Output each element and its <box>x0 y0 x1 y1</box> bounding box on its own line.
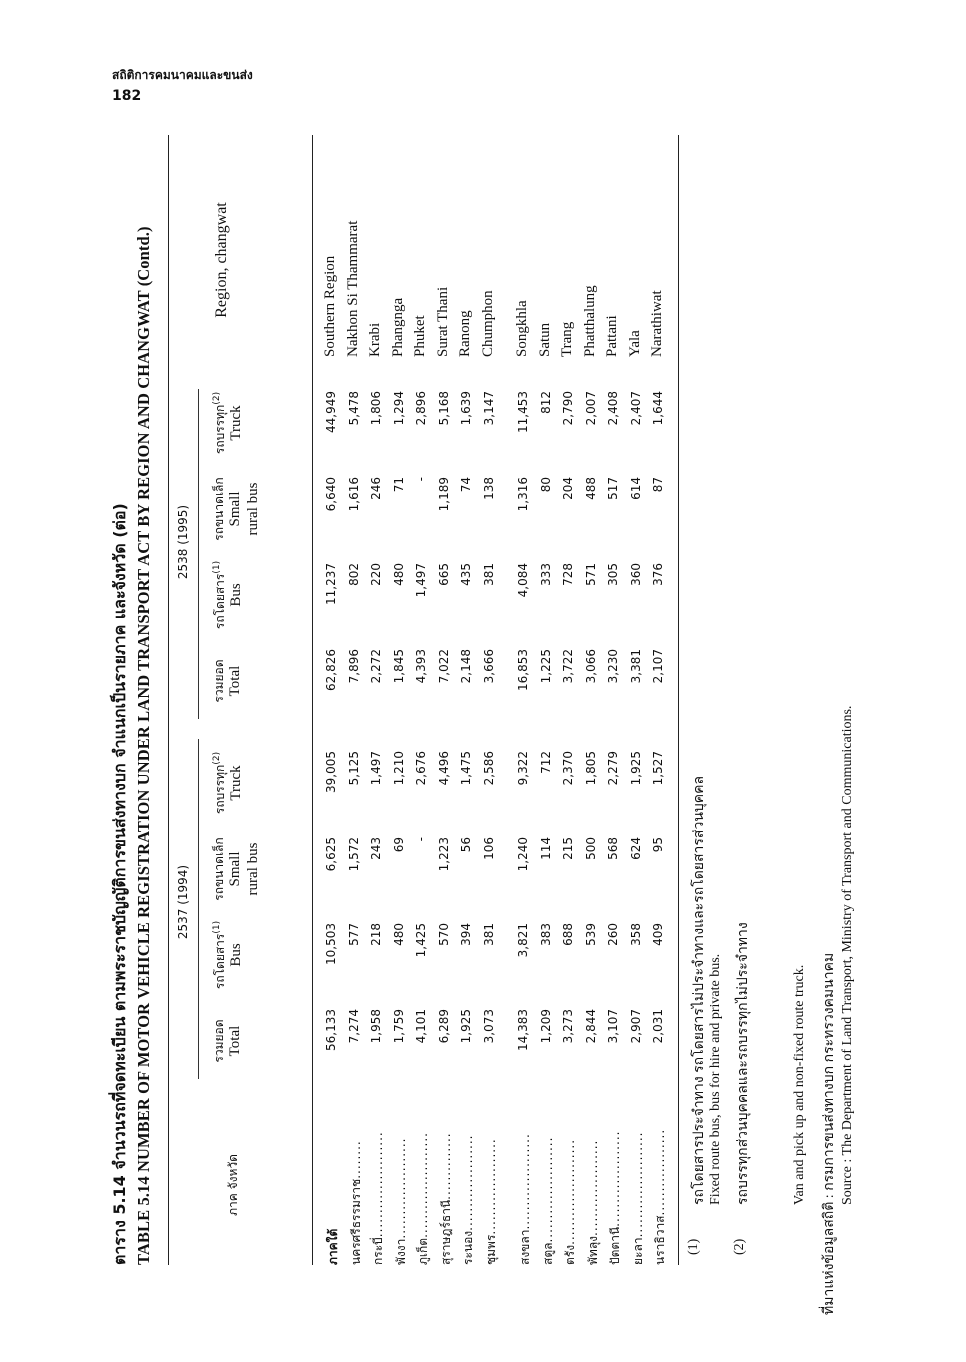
column-header-total-1995: รวมยอด Total <box>212 659 244 703</box>
table-cell: 1,497 <box>414 563 428 598</box>
row-label-thai: ระนอง.................... <box>461 1134 475 1265</box>
table-cell: 3,230 <box>606 649 620 684</box>
table-cell: 2,272 <box>369 649 383 684</box>
note-1-english: Fixed route bus, bus for hire and private bus. <box>708 953 723 1205</box>
table-cell: 2,031 <box>651 1009 665 1044</box>
year-group-1995: 2538 (1995) <box>176 504 190 580</box>
table-cell: 6,289 <box>436 1009 451 1044</box>
table-cell: 480 <box>391 563 406 586</box>
row-label-thai: สุราษฎร์ธานี.............. <box>438 1132 453 1265</box>
row-label-thai: ชุมพร.................... <box>483 1138 498 1265</box>
row-label-english: Southern Region <box>322 255 338 357</box>
table-cell: 1,223 <box>436 837 451 872</box>
row-label-thai: ภาคใต้ <box>326 1228 340 1265</box>
table-cell: 1,806 <box>369 391 383 426</box>
table-cell: 2,407 <box>628 391 643 426</box>
table-cell: 87 <box>651 477 665 493</box>
table-cell: 220 <box>369 563 383 586</box>
table-cell: 3,722 <box>561 649 575 684</box>
table-cell: 1,210 <box>391 751 406 786</box>
table-cell: 5,125 <box>346 751 361 786</box>
table-cell: 539 <box>583 923 598 946</box>
row-label-english: Narathiwat <box>649 290 665 357</box>
table-cell: 488 <box>583 477 598 500</box>
table-cell: 204 <box>561 477 575 500</box>
table-cell: 1,475 <box>459 751 473 786</box>
table-cell: 2,107 <box>651 649 665 684</box>
table-cell: 80 <box>538 477 553 493</box>
note-1-marker: (1) <box>686 1238 701 1255</box>
table-cell: 568 <box>606 837 620 860</box>
note-2-marker: (2) <box>732 1238 747 1255</box>
table-cell: 2,586 <box>481 751 496 786</box>
note-1-thai: รถโดยสารประจำทาง รถโดยสารไม่ประจำทางและรถโดยสารส่วนบุคคล <box>692 775 707 1205</box>
table-cell: 500 <box>583 837 598 860</box>
table-cell: 4,101 <box>414 1009 428 1044</box>
table-cell: 1,209 <box>538 1009 553 1044</box>
column-header-bus-1994: รถโดยสาร$^{(1)}$ Bus <box>212 920 245 990</box>
row-label-thai: ตรัง...................... <box>563 1138 577 1265</box>
table-cell: 95 <box>651 837 665 853</box>
page-number: 182 <box>112 88 142 104</box>
table-cell: 5,168 <box>436 391 451 426</box>
table-cell: 1,316 <box>516 477 530 512</box>
column-header-bus-1995: รถโดยสาร$^{(1)}$ Bus <box>212 560 245 630</box>
region-header-thai: ภาค จังหวัด <box>226 1154 240 1216</box>
table-cell: 56,133 <box>324 1009 338 1051</box>
header-rule <box>312 135 313 1265</box>
table-cell: 1,616 <box>346 477 361 512</box>
table-cell: 383 <box>538 923 553 946</box>
table-cell: 10,503 <box>324 923 338 965</box>
table-cell: 2,148 <box>459 649 473 684</box>
book-title: สถิติการคมนาคมและขนส่ง <box>112 68 253 82</box>
table-cell: 5,478 <box>346 391 361 426</box>
table-cell: 215 <box>561 837 575 860</box>
table-cell: 517 <box>606 477 620 500</box>
table-cell: 9,322 <box>516 751 530 786</box>
table-cell: 2,279 <box>606 751 620 786</box>
table-cell: 4,084 <box>516 563 530 598</box>
table-cell: 1,425 <box>414 923 428 958</box>
region-header-english: Region, changwat <box>213 202 230 318</box>
row-label-thai: ปัตตานี.................... <box>608 1130 622 1265</box>
table-cell: 665 <box>436 563 451 586</box>
table-cell: 305 <box>606 563 620 586</box>
column-header-truck-1994: รถบรรทุก$^{(2)}$ Truck <box>212 751 245 815</box>
table-cell: 435 <box>459 563 473 586</box>
year-group-1994-line <box>198 739 199 1079</box>
table-title-thai: ตาราง 5.14 จำนวนรถที่จดทะเบียน ตามพระราชบัญญัติการขนส่งทางบก จำแนกเป็นรายภาค และจังหวัด (ต่อ) <box>110 503 129 1265</box>
table-cell: 2,790 <box>561 391 575 426</box>
row-label-english: Ranong <box>457 310 473 357</box>
table-cell: 7,274 <box>346 1009 361 1044</box>
table-cell: 3,273 <box>561 1009 575 1044</box>
table-cell: 2,896 <box>414 391 428 426</box>
table-cell: 14,383 <box>516 1009 530 1051</box>
table-cell: 1,845 <box>391 649 406 684</box>
table-cell: 1,925 <box>628 751 643 786</box>
table-cell: 712 <box>538 751 553 774</box>
table-cell: 1,572 <box>346 837 361 872</box>
column-header-total-1994: รวมยอด Total <box>212 1019 244 1063</box>
table-cell: 4,496 <box>436 751 451 786</box>
year-group-1995-line <box>198 389 199 719</box>
table-cell: 1,294 <box>391 391 406 426</box>
table-cell: 260 <box>606 923 620 946</box>
rotated-notes-strip <box>752 125 952 1315</box>
table-cell: 409 <box>651 923 665 946</box>
table-cell: 1,925 <box>459 1009 473 1044</box>
table-cell: 2,007 <box>583 391 598 426</box>
table-cell: 69 <box>391 837 406 853</box>
row-label-english: Phatthalung <box>581 285 598 357</box>
row-label-english: Songkhla <box>514 300 530 357</box>
row-label-english: Yala <box>626 330 643 357</box>
row-label-thai: พังงา..................... <box>393 1137 408 1265</box>
table-cell: 1,189 <box>436 477 451 512</box>
source-english: Source : The Department of Land Transport, Ministry of Transport and Communications. <box>840 705 855 1205</box>
rotated-table-sheet <box>108 125 751 1265</box>
table-cell: 381 <box>481 563 496 586</box>
table-cell: 7,022 <box>436 649 451 684</box>
table-cell: 1,240 <box>516 837 530 872</box>
row-label-english: Pattani <box>604 315 620 357</box>
table-cell: 614 <box>628 477 643 500</box>
row-label-english: Nakhon Si Thammarat <box>344 220 361 357</box>
table-cell: 3,666 <box>481 649 496 684</box>
row-label-thai: ภูเก็ต...................... <box>416 1132 430 1265</box>
bottom-rule <box>678 135 679 1265</box>
table-cell: 39,005 <box>324 751 338 793</box>
table-cell: 571 <box>583 563 598 586</box>
row-label-thai: ยะลา...................... <box>630 1131 645 1265</box>
table-cell: 1,225 <box>538 649 553 684</box>
row-label-english: Surat Thani <box>434 286 451 357</box>
table-cell: 62,826 <box>324 649 338 691</box>
table-cell: 480 <box>391 923 406 946</box>
table-cell: 106 <box>481 837 496 860</box>
row-label-thai: พัทลุง.................... <box>585 1139 600 1265</box>
table-cell: 2,844 <box>583 1009 598 1044</box>
table-cell: 360 <box>628 563 643 586</box>
row-label-thai: สตูล...................... <box>540 1136 555 1265</box>
table-cell: 802 <box>346 563 361 586</box>
row-label-english: Krabi <box>367 322 383 357</box>
source-thai: ที่มาแห่งข้อมูลสถิติ : กรมการขนส่งทางบก กระทรวงคมนาคม <box>822 952 837 1315</box>
table-cell: 1,639 <box>459 391 473 426</box>
table-cell: 3,821 <box>516 923 530 958</box>
table-cell: 1,644 <box>651 391 665 426</box>
row-label-english: Phuket <box>412 315 428 357</box>
table-cell: 1,527 <box>651 751 665 786</box>
column-header-small-1995: รถขนาดเล็ก Small rural bus <box>212 477 262 541</box>
table-cell: 243 <box>369 837 383 860</box>
table-cell: 2,676 <box>414 751 428 786</box>
table-cell: 728 <box>561 563 575 586</box>
table-cell: 3,381 <box>628 649 643 684</box>
table-cell: 74 <box>459 477 473 493</box>
row-label-english: Trang <box>559 321 575 357</box>
year-group-1994: 2537 (1994) <box>176 864 190 940</box>
table-cell: 16,853 <box>516 649 530 691</box>
table-cell: 4,393 <box>414 649 428 684</box>
table-cell: 3,107 <box>606 1009 620 1044</box>
table-cell: 1,759 <box>391 1009 406 1044</box>
table-cell: 6,640 <box>324 477 338 512</box>
row-label-thai: สงขลา.................... <box>518 1133 532 1265</box>
row-label-english: Satun <box>536 322 553 357</box>
table-cell: 6,625 <box>324 837 338 872</box>
table-cell: 1,497 <box>369 751 383 786</box>
note-2-thai: รถบรรทุกส่วนบุคคลและรถบรรทุกไม่ประจำทาง <box>736 922 751 1205</box>
table-cell: 114 <box>538 837 553 860</box>
row-label-thai: กระบี่...................... <box>371 1131 385 1265</box>
table-cell: 2,370 <box>561 751 575 786</box>
table-cell: 358 <box>628 923 643 946</box>
table-cell: 44,949 <box>324 391 338 433</box>
table-cell: 333 <box>538 563 553 586</box>
table-cell: 570 <box>436 923 451 946</box>
table-cell: - <box>414 837 428 842</box>
table-cell: 2,907 <box>628 1009 643 1044</box>
top-rule <box>168 135 169 1265</box>
table-title-english: TABLE 5.14 NUMBER OF MOTOR VEHICLE REGISTRATION UNDER LAND TRANSPORT ACT BY REGION AND CHANGWAT (Contd.) <box>134 226 153 1265</box>
table-cell: 394 <box>459 923 473 946</box>
table-cell: 624 <box>628 837 643 860</box>
table-cell: 1,958 <box>369 1009 383 1044</box>
note-2-english: Van and pick up and non-fixed route truck. <box>792 964 807 1205</box>
table-cell: - <box>414 477 428 482</box>
table-cell: 138 <box>481 477 496 500</box>
table-cell: 11,237 <box>324 563 338 605</box>
table-cell: 56 <box>459 837 473 853</box>
column-header-small-1994: รถขนาดเล็ก Small rural bus <box>212 837 262 901</box>
table-cell: 3,066 <box>583 649 598 684</box>
table-cell: 3,073 <box>481 1009 496 1044</box>
table-cell: 376 <box>651 563 665 586</box>
table-cell: 381 <box>481 923 496 946</box>
table-cell: 812 <box>538 391 553 414</box>
table-cell: 71 <box>391 477 406 493</box>
column-header-truck-1995: รถบรรทุก$^{(2)}$ Truck <box>212 391 245 455</box>
table-cell: 7,896 <box>346 649 361 684</box>
row-label-english: Phangnga <box>389 297 406 357</box>
table-cell: 3,147 <box>481 391 496 426</box>
table-cell: 1,805 <box>583 751 598 786</box>
table-cell: 246 <box>369 477 383 500</box>
row-label-thai: นครศรีธรรมราช........ <box>348 1140 363 1265</box>
row-label-english: Chumphon <box>479 290 496 357</box>
row-label-thai: นราธิวาส.................. <box>653 1128 667 1265</box>
table-cell: 11,453 <box>516 391 530 433</box>
table-cell: 218 <box>369 923 383 946</box>
table-cell: 2,408 <box>606 391 620 426</box>
table-cell: 577 <box>346 923 361 946</box>
table-cell: 688 <box>561 923 575 946</box>
